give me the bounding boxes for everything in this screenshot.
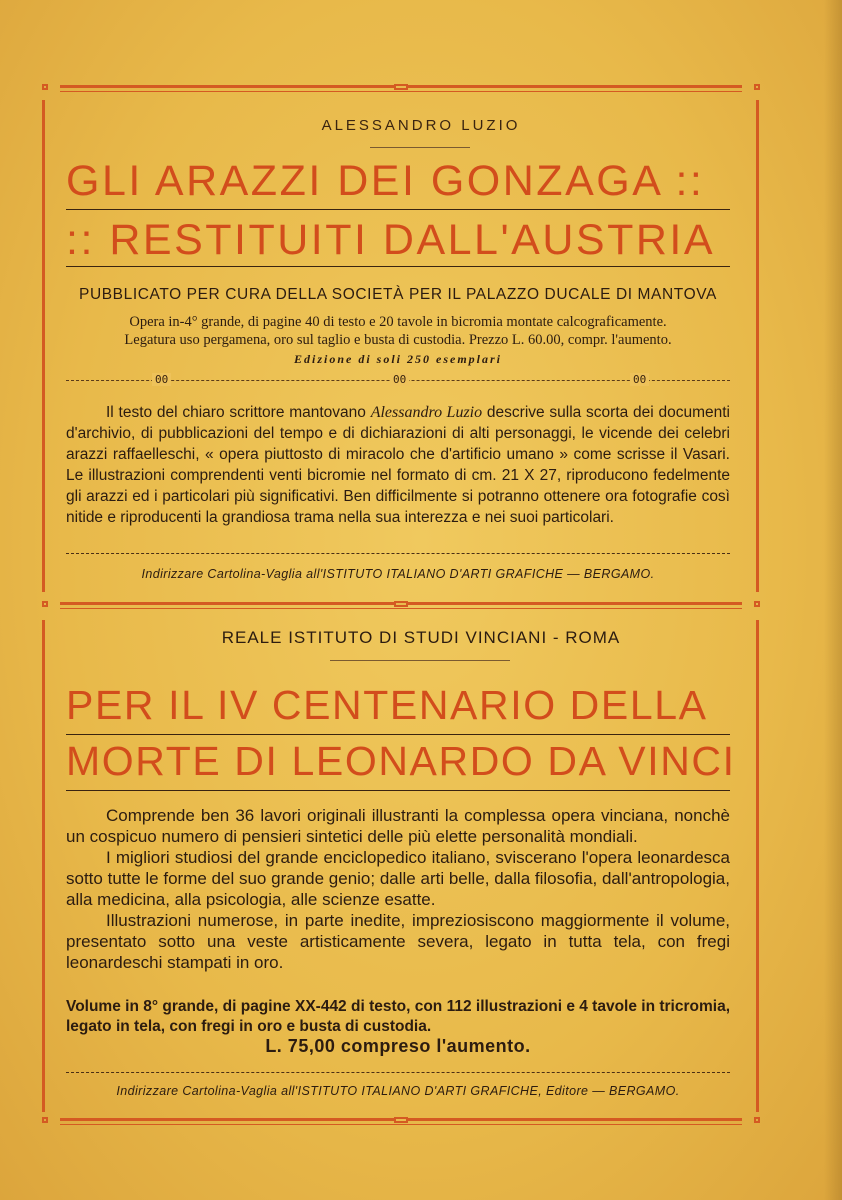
edition-note: Edizione di soli 250 esemplari xyxy=(293,352,502,366)
dashed-divider xyxy=(66,1072,730,1073)
border-node-ornament xyxy=(394,84,408,90)
description-paragraph-1: Comprende ben 36 lavori originali illustranti la complessa opera vinciana, nonchè un cospicuo numero di pensieri sintetici delle più elette personalità mondiali. xyxy=(66,806,730,846)
price: L. 75,00 compreso l'aumento. xyxy=(265,1036,531,1056)
book-title-line2: :: RESTITUITI DALL'AUSTRIA xyxy=(66,216,716,264)
title-divider xyxy=(66,209,730,210)
divider-ornament: 00 xyxy=(390,373,409,386)
institute-underline xyxy=(330,660,510,661)
left-border-rule xyxy=(42,620,45,1112)
description-paragraph-2: I migliori studiosi del grande enciclopedico italiano, sviscerano l'opera leonardesca sotto tutte le forme del suo grande genio; dalle arti belle, dalla filosofia, dall'antropologia, alla medicina, alla psicologia, alle scienze esatte. xyxy=(66,848,730,909)
description-text-start: Il testo del chiaro scrittore mantovano xyxy=(106,404,371,421)
institute-name: REALE ISTITUTO DI STUDI VINCIANI - ROMA xyxy=(221,628,621,647)
description-author-name: Alessandro Luzio xyxy=(370,404,483,421)
author-name: ALESSANDRO LUZIO xyxy=(321,117,521,134)
spec-line-2: Legatura uso pergamena, oro sul taglio e busta di custodia. Prezzo L. 60.00, compr. l'aumento. xyxy=(124,332,672,348)
corner-ornament xyxy=(42,601,48,607)
book-title-line1: PER IL IV CENTENARIO DELLA xyxy=(66,682,708,728)
border-node-ornament xyxy=(394,601,408,607)
order-address: Indirizzare Cartolina-Vaglia all'ISTITUTO ITALIANO D'ARTI GRAFICHE, Editore — BERGAMO. xyxy=(116,1084,680,1098)
publisher-line: PUBBLICATO PER CURA DELLA SOCIETÀ PER IL PALAZZO DUCALE DI MANTOVA xyxy=(79,286,717,303)
corner-ornament xyxy=(42,84,48,90)
title-divider xyxy=(66,734,730,735)
description-text-end: descrive sulla scorta dei documenti d'archivio, di pubblicazioni del tempo e di dichiarazioni di alti personaggi, le vicende dei celebri arazzi raffaelleschi, « opera piuttosto di miracolo che d'artificio umano » come scrisse il Vasari. Le illustrazioni comprendenti venti bicromie nel formato di cm. 21 X 27, riproducono fedelmente gli arazzi ed i particolari più significativi. Ben difficilmente si potranno ottenere ora fotografie così nitide e riproducenti la grandiosa trama nella sua interezza e nei suoi particolari. xyxy=(66,404,730,526)
middle-border-rule-thin xyxy=(60,608,742,609)
book-title-line1: GLI ARAZZI DEI GONZAGA :: xyxy=(66,157,705,205)
corner-ornament xyxy=(754,1117,760,1123)
author-underline xyxy=(370,147,470,148)
divider-ornament: 00 xyxy=(630,373,649,386)
book-title-line2: MORTE DI LEONARDO DA VINCI xyxy=(66,738,736,784)
top-border-rule-thin xyxy=(60,91,742,92)
description-body xyxy=(66,805,730,973)
border-node-ornament xyxy=(394,1117,408,1123)
description-paragraph xyxy=(66,402,730,528)
divider-ornament: 00 xyxy=(152,373,171,386)
corner-ornament xyxy=(754,601,760,607)
order-address: Indirizzare Cartolina-Vaglia all'ISTITUTO ITALIANO D'ARTI GRAFICHE — BERGAMO. xyxy=(141,567,655,581)
page-edge-shadow xyxy=(824,0,842,1200)
spec-line-1: Opera in-4° grande, di pagine 40 di testo e 20 tavole in bicromia montate calcograficamente. xyxy=(129,314,667,330)
left-border-rule xyxy=(42,100,45,592)
corner-ornament xyxy=(42,1117,48,1123)
right-border-rule xyxy=(756,620,759,1112)
corner-ornament xyxy=(754,84,760,90)
volume-details: Volume in 8° grande, di pagine XX-442 di testo, con 112 illustrazioni e 4 tavole in tricromia, legato in tela, con fregi in oro e busta di custodia. xyxy=(66,998,730,1035)
title-divider xyxy=(66,790,730,791)
dashed-divider xyxy=(66,553,730,554)
right-border-rule xyxy=(756,100,759,592)
title-divider xyxy=(66,266,730,267)
description-paragraph-3: Illustrazioni numerose, in parte inedite, impreziosiscono maggiormente il volume, presentato sotto una veste artisticamente severa, legato in tutta tela, con fregi leonardeschi stampati in oro. xyxy=(66,911,730,972)
bottom-border-rule-thin xyxy=(60,1124,742,1125)
